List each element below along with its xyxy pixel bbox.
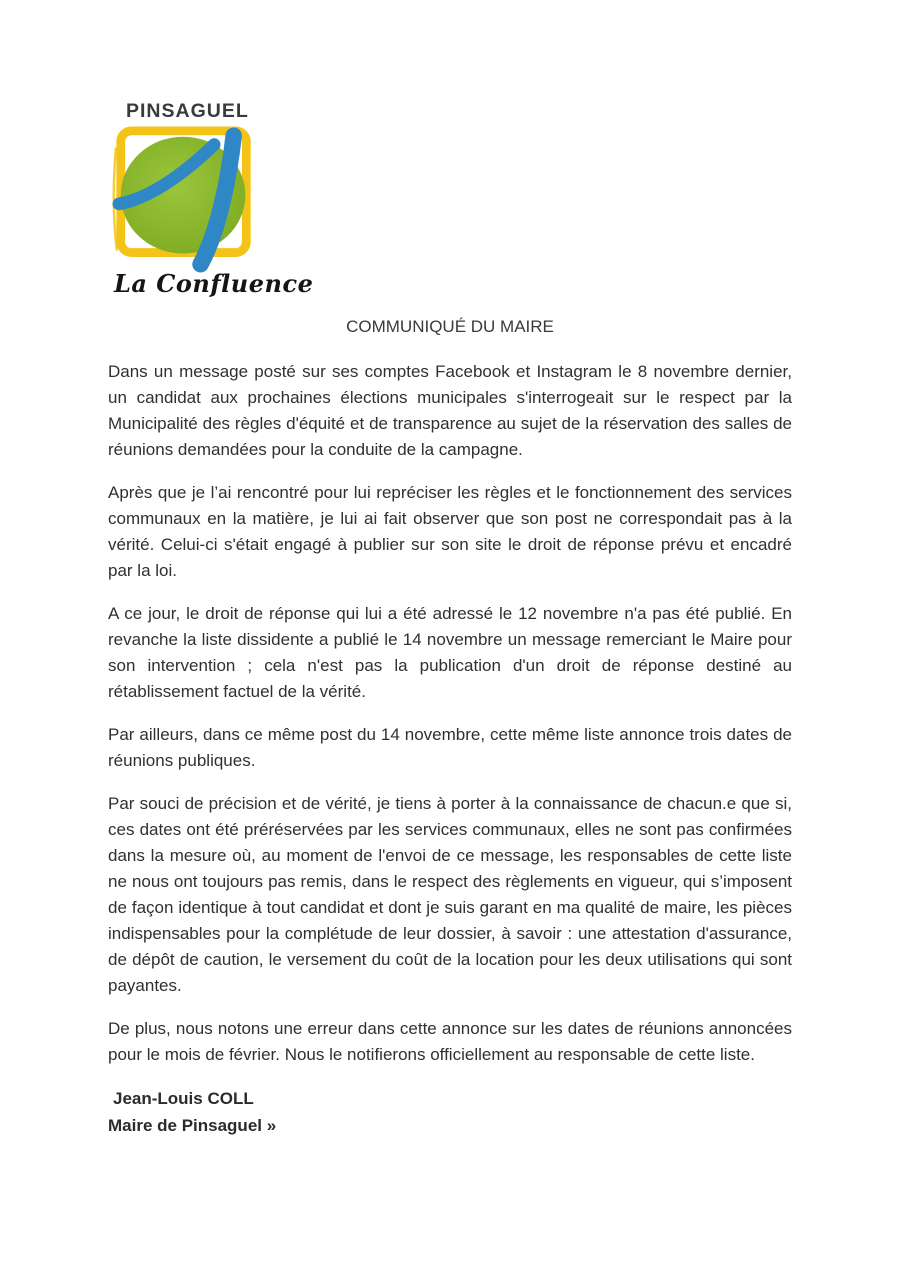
body-paragraph-1: Dans un message posté sur ses comptes Facebook et Instagram le 8 novembre dernier, un candidat aux prochaines élections municipales s'interrogeait sur le respect par la Municipalité des règles d'équité et de transparence au sujet de la réservation des salles de réunions demandées pour la conduite de la campagne. (108, 362, 792, 459)
signature-block (108, 1085, 792, 1139)
body-paragraph-3: A ce jour, le droit de réponse qui lui a été adressé le 12 novembre n'a pas été publié. En revanche la liste dissidente a publié le 14 novembre un message remerciant le Maire pour son intervention ; cela n'est pas la publication d'un droit de réponse destiné au rétablissement factuel de la vérité. (108, 604, 792, 701)
body-paragraph-4: Par ailleurs, dans ce même post du 14 novembre, cette même liste annonce trois dates de réunions publiques. (108, 725, 792, 770)
body-paragraph-5: Par souci de précision et de vérité, je tiens à porter à la connaissance de chacun.e que si, ces dates ont été préréservées par les services communaux, elles ne sont pas confirmées dans la mesure où, au moment de l'envoi de ce message, les responsables de cette liste ne nous ont toujours pas remis, dans le respect des règlements en vigueur, qui s’imposent de façon identique à tout candidat et dont je suis garant en ma qualité de maire, les pièces indispensables pour la complétude de leur dossier, à savoir : une attestation d'assurance, de dépôt de caution, le versement du coût de la location pour les deux utilisations qui sont payantes. (108, 794, 792, 995)
logo-wordmark: PINSAGUEL (126, 100, 249, 122)
document-title: COMMUNIQUÉ DU MAIRE (346, 317, 554, 336)
logo-emblem-icon (112, 125, 258, 275)
body-paragraph-2: Après que je l’ai rencontré pour lui repréciser les règles et le fonctionnement des services communaux en la matière, je lui ai fait observer que son post ne correspondait pas à la vérité. Celui-ci s'était engagé à publier sur son site le droit de réponse prévu et encadré par la loi. (108, 483, 792, 580)
signature-role: Maire de Pinsaguel » (108, 1116, 277, 1135)
body-paragraph-6: De plus, nous notons une erreur dans cette annonce sur les dates de réunions annoncées pour le mois de février. Nous le notifierons officiellement au responsable de cette liste. (108, 1019, 792, 1064)
pinsaguel-logo (112, 100, 314, 298)
signature-name: Jean-Louis COLL (113, 1089, 254, 1108)
communique-body (108, 314, 792, 1139)
logo-tagline: La Confluence (114, 269, 314, 298)
